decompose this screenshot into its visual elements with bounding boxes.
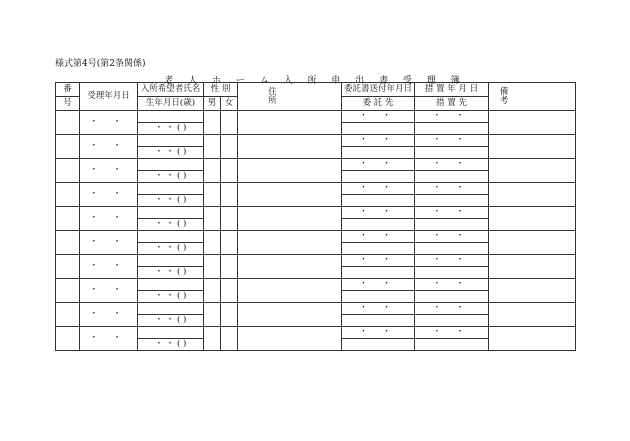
cell-remarks[interactable] xyxy=(489,111,576,135)
cell-measure-place[interactable] xyxy=(415,123,489,135)
table-row xyxy=(56,159,576,171)
cell-birth-date[interactable]: ・ ・ ( ) xyxy=(138,147,204,159)
cell-male[interactable] xyxy=(204,207,221,231)
header-row-1 xyxy=(56,83,576,97)
cell-consignee[interactable] xyxy=(342,339,415,351)
table-row xyxy=(56,135,576,147)
cell-receipt-date[interactable]: ・ ・ xyxy=(80,111,138,135)
cell-applicant-name[interactable] xyxy=(138,231,204,243)
cell-number[interactable] xyxy=(56,159,80,183)
table-row xyxy=(56,111,576,123)
cell-receipt-date[interactable]: ・ ・ xyxy=(80,207,138,231)
form-number-label: 様式第4号(第2条関係) xyxy=(55,59,146,69)
cell-number[interactable] xyxy=(56,303,80,327)
cell-measure-date[interactable]: ・ ・ xyxy=(415,279,489,291)
cell-consignee[interactable] xyxy=(342,147,415,159)
cell-address[interactable] xyxy=(238,327,342,351)
cell-number[interactable] xyxy=(56,135,80,159)
cell-remarks[interactable] xyxy=(489,303,576,327)
cell-measure-date[interactable]: ・ ・ xyxy=(415,303,489,315)
cell-address[interactable] xyxy=(238,135,342,159)
cell-receipt-date[interactable]: ・ ・ xyxy=(80,327,138,351)
header-applicant-name: 入所希望者氏名 xyxy=(138,83,204,97)
cell-female[interactable] xyxy=(221,183,238,207)
cell-measure-place[interactable] xyxy=(415,267,489,279)
cell-consignment-date[interactable]: ・ ・ xyxy=(342,207,415,219)
cell-address[interactable] xyxy=(238,183,342,207)
cell-number[interactable] xyxy=(56,111,80,135)
cell-consignment-date[interactable]: ・ ・ xyxy=(342,279,415,291)
cell-applicant-name[interactable] xyxy=(138,135,204,147)
cell-consignment-date[interactable]: ・ ・ xyxy=(342,327,415,339)
cell-measure-place[interactable] xyxy=(415,315,489,327)
cell-receipt-date[interactable]: ・ ・ xyxy=(80,303,138,327)
cell-remarks[interactable] xyxy=(489,327,576,351)
table-row xyxy=(56,279,576,291)
cell-measure-place[interactable] xyxy=(415,195,489,207)
cell-male[interactable] xyxy=(204,135,221,159)
cell-consignee[interactable] xyxy=(342,195,415,207)
header-remarks: 備 考 xyxy=(489,83,576,111)
cell-consignment-date[interactable]: ・ ・ xyxy=(342,135,415,147)
cell-number[interactable] xyxy=(56,255,80,279)
cell-female[interactable] xyxy=(221,255,238,279)
cell-measure-date[interactable]: ・ ・ xyxy=(415,207,489,219)
cell-address[interactable] xyxy=(238,111,342,135)
cell-birth-date[interactable]: ・ ・ ( ) xyxy=(138,315,204,327)
cell-measure-place[interactable] xyxy=(415,291,489,303)
application-register-table xyxy=(55,82,576,351)
cell-applicant-name[interactable] xyxy=(138,159,204,171)
cell-number[interactable] xyxy=(56,327,80,351)
cell-remarks[interactable] xyxy=(489,207,576,231)
header-number-bottom: 号 xyxy=(56,97,80,111)
cell-remarks[interactable] xyxy=(489,183,576,207)
cell-consignment-date[interactable]: ・ ・ xyxy=(342,231,415,243)
cell-number[interactable] xyxy=(56,183,80,207)
cell-male[interactable] xyxy=(204,183,221,207)
cell-receipt-date[interactable]: ・ ・ xyxy=(80,183,138,207)
cell-male[interactable] xyxy=(204,231,221,255)
cell-measure-date[interactable]: ・ ・ xyxy=(415,135,489,147)
cell-measure-date[interactable]: ・ ・ xyxy=(415,111,489,123)
cell-remarks[interactable] xyxy=(489,255,576,279)
cell-receipt-date[interactable]: ・ ・ xyxy=(80,255,138,279)
cell-consignee[interactable] xyxy=(342,267,415,279)
cell-number[interactable] xyxy=(56,279,80,303)
cell-birth-date[interactable]: ・ ・ ( ) xyxy=(138,219,204,231)
cell-female[interactable] xyxy=(221,231,238,255)
cell-consignee[interactable] xyxy=(342,291,415,303)
cell-male[interactable] xyxy=(204,111,221,135)
cell-measure-place[interactable] xyxy=(415,339,489,351)
cell-receipt-date[interactable]: ・ ・ xyxy=(80,279,138,303)
cell-birth-date[interactable]: ・ ・ ( ) xyxy=(138,195,204,207)
header-sex: 性 別 xyxy=(204,83,238,97)
cell-birth-date[interactable]: ・ ・ ( ) xyxy=(138,267,204,279)
cell-measure-date[interactable]: ・ ・ xyxy=(415,183,489,195)
cell-receipt-date[interactable]: ・ ・ xyxy=(80,231,138,255)
cell-female[interactable] xyxy=(221,135,238,159)
cell-consignee[interactable] xyxy=(342,123,415,135)
cell-measure-date[interactable]: ・ ・ xyxy=(415,231,489,243)
header-measure-date: 措 置 年 月 日 xyxy=(415,83,489,97)
header-number-top: 番 xyxy=(56,83,80,97)
table-row xyxy=(56,207,576,219)
cell-measure-place[interactable] xyxy=(415,171,489,183)
cell-applicant-name[interactable] xyxy=(138,327,204,339)
cell-male[interactable] xyxy=(204,279,221,303)
cell-birth-date[interactable]: ・ ・ ( ) xyxy=(138,123,204,135)
cell-consignee[interactable] xyxy=(342,219,415,231)
cell-male[interactable] xyxy=(204,303,221,327)
table-row xyxy=(56,303,576,315)
cell-male[interactable] xyxy=(204,159,221,183)
cell-remarks[interactable] xyxy=(489,135,576,159)
cell-address[interactable] xyxy=(238,207,342,231)
cell-address[interactable] xyxy=(238,303,342,327)
cell-consignment-date[interactable]: ・ ・ xyxy=(342,303,415,315)
header-female: 女 xyxy=(221,97,238,111)
cell-applicant-name[interactable] xyxy=(138,111,204,123)
cell-number[interactable] xyxy=(56,207,80,231)
cell-female[interactable] xyxy=(221,279,238,303)
cell-birth-date[interactable]: ・ ・ ( ) xyxy=(138,243,204,255)
cell-remarks[interactable] xyxy=(489,279,576,303)
cell-applicant-name[interactable] xyxy=(138,255,204,267)
cell-female[interactable] xyxy=(221,303,238,327)
table-row xyxy=(56,183,576,195)
cell-consignment-date[interactable]: ・ ・ xyxy=(342,183,415,195)
cell-birth-date[interactable]: ・ ・ ( ) xyxy=(138,291,204,303)
cell-measure-date[interactable]: ・ ・ xyxy=(415,159,489,171)
cell-birth-date[interactable]: ・ ・ ( ) xyxy=(138,339,204,351)
table-row xyxy=(56,231,576,243)
header-consignee: 委 託 先 xyxy=(342,97,415,111)
cell-address[interactable] xyxy=(238,159,342,183)
cell-measure-date[interactable]: ・ ・ xyxy=(415,255,489,267)
cell-measure-place[interactable] xyxy=(415,147,489,159)
cell-address[interactable] xyxy=(238,255,342,279)
header-address: 住 所 xyxy=(238,83,342,111)
cell-measure-date[interactable]: ・ ・ xyxy=(415,327,489,339)
cell-female[interactable] xyxy=(221,327,238,351)
cell-measure-place[interactable] xyxy=(415,243,489,255)
header-male: 男 xyxy=(204,97,221,111)
cell-consignment-date[interactable]: ・ ・ xyxy=(342,111,415,123)
cell-remarks[interactable] xyxy=(489,159,576,183)
cell-number[interactable] xyxy=(56,231,80,255)
header-birth-date: 生年月日(歳) xyxy=(138,97,204,111)
cell-receipt-date[interactable]: ・ ・ xyxy=(80,159,138,183)
table-row xyxy=(56,255,576,267)
cell-consignment-date[interactable]: ・ ・ xyxy=(342,159,415,171)
cell-applicant-name[interactable] xyxy=(138,207,204,219)
cell-applicant-name[interactable] xyxy=(138,279,204,291)
cell-measure-place[interactable] xyxy=(415,219,489,231)
cell-male[interactable] xyxy=(204,327,221,351)
document-title: 老 人 ホ ー ム 入 所 申 出 書 受 理 簿 xyxy=(164,76,466,86)
cell-consignment-date[interactable]: ・ ・ xyxy=(342,255,415,267)
cell-receipt-date[interactable]: ・ ・ xyxy=(80,135,138,159)
cell-female[interactable] xyxy=(221,159,238,183)
cell-consignee[interactable] xyxy=(342,243,415,255)
header-consignment-date: 委託書送付年月日 xyxy=(342,83,415,97)
cell-applicant-name[interactable] xyxy=(138,303,204,315)
cell-male[interactable] xyxy=(204,255,221,279)
cell-address[interactable] xyxy=(238,279,342,303)
cell-consignee[interactable] xyxy=(342,171,415,183)
table-row xyxy=(56,327,576,339)
header-receipt-date: 受理年月日 xyxy=(80,83,138,111)
cell-female[interactable] xyxy=(221,207,238,231)
cell-remarks[interactable] xyxy=(489,231,576,255)
header-measure-place: 措 置 先 xyxy=(415,97,489,111)
cell-address[interactable] xyxy=(238,231,342,255)
cell-consignee[interactable] xyxy=(342,315,415,327)
cell-birth-date[interactable]: ・ ・ ( ) xyxy=(138,171,204,183)
cell-applicant-name[interactable] xyxy=(138,183,204,195)
cell-female[interactable] xyxy=(221,111,238,135)
